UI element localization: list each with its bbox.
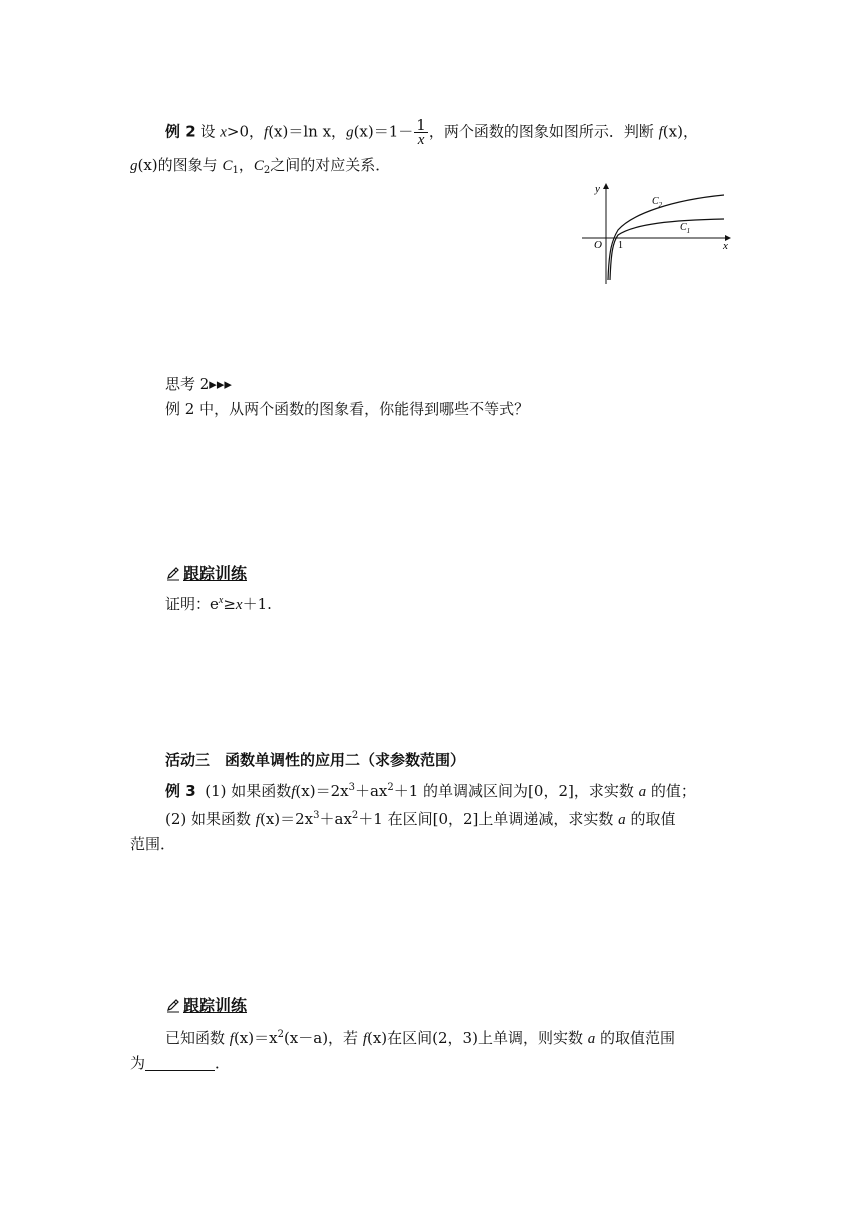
p1-text-d: ＋1 的单调减区间为[0，2]，求实数 (393, 782, 639, 800)
func-f: f (291, 784, 296, 800)
p2-expr-c: ＋ax (319, 810, 352, 828)
track2-line1 (165, 1024, 675, 1050)
answer-blank[interactable] (145, 1054, 215, 1071)
l1-text-e: 的取值范围 (595, 1029, 676, 1047)
var-a: a (638, 784, 647, 800)
func-f: f (264, 124, 269, 141)
frac-num: 1 (416, 116, 426, 134)
func-f: f (658, 124, 663, 141)
curve-c1 (610, 219, 724, 280)
comma: ， (238, 156, 254, 174)
fraction-1-over-x (414, 118, 428, 147)
exp-x: x (218, 595, 224, 606)
p2-text: (2) 如果函数 (165, 810, 256, 828)
l1-expr: (x)＝x (233, 1029, 278, 1047)
sub: 2 (263, 165, 271, 176)
track2-title: 跟踪训练 (183, 996, 248, 1015)
p2-text-d: ＋1 在区间[0，2]上单调递减，求实数 (358, 810, 619, 828)
sup: 2 (351, 810, 359, 821)
sup: 3 (313, 810, 320, 821)
sup: 2 (277, 1029, 284, 1040)
sup: 2 (387, 782, 394, 793)
func-g: g (130, 158, 138, 174)
func-f: f (255, 812, 260, 828)
example3-line3: 范围． (130, 835, 176, 853)
var-a: a (587, 1031, 596, 1047)
pencil-icon (165, 565, 181, 581)
pencil-icon (165, 997, 181, 1013)
fx-def: (x)＝ln x， (268, 122, 347, 141)
c1-label: $C_1$ (680, 222, 691, 235)
example3-line1 (165, 777, 696, 803)
frac-den: x (417, 132, 425, 148)
example2-text: 设 (200, 122, 221, 141)
func-g: g (346, 124, 354, 141)
func-f: f (362, 1031, 367, 1047)
condition: >0， (226, 122, 265, 141)
geq: ≥ (223, 595, 236, 613)
line2-text: (x)的图象与 (137, 156, 223, 174)
example2-line2 (130, 154, 390, 182)
example2-line1 (165, 118, 698, 147)
track1-heading (165, 563, 247, 585)
fx: (x)， (662, 122, 698, 141)
var-x: x (235, 597, 243, 613)
example2-text-b: ，两个函数的图象如图所示．判断 (428, 122, 659, 141)
var-a: a (618, 812, 626, 828)
func-f: f (229, 1031, 234, 1047)
l2-text-b: ． (215, 1054, 231, 1072)
p2-expr: (x)＝2x (259, 810, 314, 828)
track1-text-c: ＋1. (242, 595, 272, 613)
track1-title: 跟踪训练 (183, 564, 248, 583)
example3-label: 例 3 (165, 782, 196, 800)
gx-def: (x)＝1－ (353, 122, 414, 141)
curve-c: C (253, 158, 264, 174)
l1-text-c: (x－a)，若 (283, 1029, 363, 1047)
y-label: y (595, 183, 600, 195)
l2-text-a: 为 (130, 1054, 146, 1072)
p1-text: (1) 如果函数 (205, 782, 292, 800)
track1-content (165, 590, 272, 616)
l1-text-a: 已知函数 (165, 1029, 230, 1047)
sub: 1 (232, 165, 239, 176)
curve-c: C (222, 158, 233, 174)
line2-text-b: 之间的对应关系． (270, 156, 391, 174)
think2-title: 思考 2▸▸▸ (165, 375, 232, 393)
track2-line2 (130, 1052, 230, 1074)
x-label: x (723, 240, 728, 252)
l1-text-d: (x)在区间(2，3)上单调，则实数 (367, 1029, 588, 1047)
c2-label: $C_2$ (652, 196, 663, 209)
track1-text-a: 证明：e (165, 595, 219, 613)
activity3-title: 活动三 函数单调性的应用二（求参数范围） (165, 751, 466, 769)
think2-question: 例 2 中，从两个函数的图象看，你能得到哪些不等式？ (165, 400, 530, 418)
function-graph (582, 180, 734, 286)
p1-text-e: 的值； (646, 782, 696, 800)
p1-expr: (x)＝2x (295, 782, 349, 800)
example3-line2 (165, 805, 675, 831)
example2-label: 例 2 (165, 122, 196, 141)
origin-label: O (594, 239, 602, 251)
track2-heading (165, 995, 247, 1017)
sup: 3 (348, 782, 355, 793)
p2-text-e: 的取值 (625, 810, 676, 828)
var-x: x (220, 124, 227, 141)
tick-1-label: 1 (618, 240, 623, 251)
p1-expr-c: ＋ax (354, 782, 388, 800)
